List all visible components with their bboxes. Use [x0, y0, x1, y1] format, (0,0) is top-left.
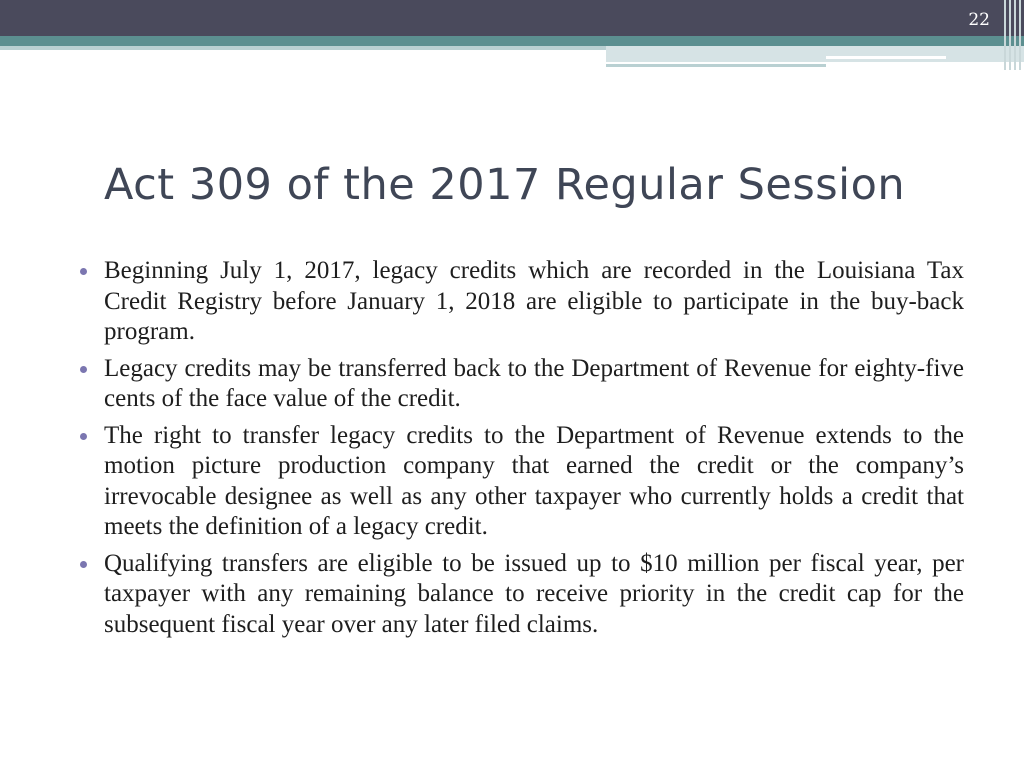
- header-band-dark: [0, 0, 1024, 36]
- bullet-item: [74, 354, 964, 415]
- header-band-light-right: [606, 46, 1024, 62]
- bullet-dot-icon: [80, 561, 87, 568]
- header-band-teal: [0, 36, 1024, 46]
- bullet-dot-icon: [80, 366, 87, 373]
- slide-number: 22: [968, 10, 990, 30]
- bullet-text: Qualifying transfers are eligible to be issued up to $10 million per fiscal year, per taxpayer with any remaining balance to receive priority in the credit cap for the subsequent fiscal year over any later filed claims.: [104, 549, 964, 638]
- header-vertical-stripe: [1014, 0, 1016, 70]
- bullet-list: [74, 256, 964, 646]
- header-accent-line: [606, 64, 826, 67]
- bullet-item: [74, 549, 964, 641]
- header-vertical-stripe: [1004, 0, 1006, 70]
- header-vertical-stripe: [1009, 0, 1011, 70]
- bullet-text: Legacy credits may be transferred back to the Department of Revenue for eighty-five cents of the face value of the credit.: [104, 354, 964, 412]
- bullet-text: The right to transfer legacy credits to the Department of Revenue extends to the motion picture production company that earned the credit or the company’s irrevocable designee as well as any other taxpayer who currently holds a credit that meets the definition of a legacy credit.: [104, 421, 964, 540]
- bullet-dot-icon: [80, 433, 87, 440]
- bullet-item: [74, 256, 964, 348]
- bullet-text: Beginning July 1, 2017, legacy credits which are recorded in the Louisiana Tax Credit Registry before January 1, 2018 are eligible to participate in the buy-back program.: [104, 257, 964, 345]
- bullet-dot-icon: [80, 268, 87, 275]
- header-accent-line-white: [826, 56, 946, 59]
- header-band-light: [0, 46, 606, 50]
- bullet-item: [74, 421, 964, 543]
- header-vertical-stripe: [1019, 0, 1021, 70]
- slide-title: Act 309 of the 2017 Regular Session: [104, 160, 906, 210]
